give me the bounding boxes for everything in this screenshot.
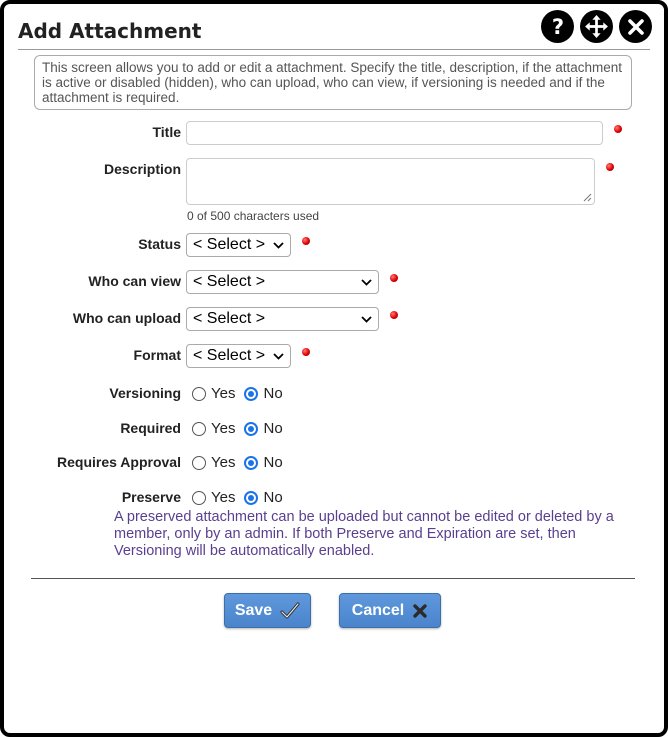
required-no-option[interactable] (244, 420, 282, 437)
required-no-radio[interactable] (244, 422, 258, 436)
versioning-yes-label: Yes (211, 385, 236, 402)
versioning-yes-radio[interactable] (192, 387, 206, 401)
preserve-yes-label: Yes (211, 489, 236, 506)
requires-approval-no-label: No (263, 454, 283, 471)
description-label: Description (103, 161, 181, 177)
who-can-view-label: Who can view (88, 273, 181, 289)
requires-approval-no-option[interactable] (244, 454, 282, 471)
requires-approval-row (4, 451, 664, 475)
title-icons (541, 10, 652, 43)
requires-approval-yes-option[interactable] (192, 454, 235, 471)
who-can-upload-select[interactable] (186, 307, 379, 331)
preserve-label: Preserve (121, 489, 181, 505)
save-button[interactable] (224, 593, 311, 628)
required-marker-icon (302, 348, 310, 356)
requires-approval-label: Requires Approval (57, 454, 181, 470)
help-icon[interactable] (541, 10, 574, 43)
required-yes-radio[interactable] (192, 422, 206, 436)
chevron-down-icon (361, 316, 372, 323)
divider (31, 578, 635, 579)
description-row (4, 158, 664, 222)
status-select[interactable] (186, 233, 291, 257)
who-can-view-select[interactable] (186, 270, 379, 294)
format-select[interactable] (186, 344, 291, 368)
title-row (4, 121, 664, 145)
status-label: Status (138, 236, 181, 252)
svg-text:?: ? (551, 15, 564, 38)
cancel-button[interactable] (339, 593, 441, 628)
versioning-no-radio[interactable] (244, 387, 258, 401)
chevron-down-icon (361, 279, 372, 286)
cancel-button-label: Cancel (351, 601, 405, 619)
title-input[interactable] (186, 121, 603, 145)
chevron-down-icon (273, 242, 284, 249)
preserve-yes-radio[interactable] (192, 491, 206, 505)
description-textarea[interactable] (186, 158, 595, 205)
required-radio-group (192, 420, 292, 437)
format-selected-value: < Select > (193, 347, 266, 364)
who-can-upload-label: Who can upload (72, 310, 181, 326)
who-can-upload-selected-value: < Select > (193, 310, 266, 327)
preserve-help-note: A preserved attachment can be uploaded but cannot be edited or deleted by a member, only by an admin. If both Preserve and Expiration are set, then Versioning will be automatically enabled. (114, 509, 614, 559)
preserve-no-radio[interactable] (244, 491, 258, 505)
help-description: This screen allows you to add or edit a attachment. Specify the title, description, if the attachment is active or disabled (hidden), who can upload, who can view, if versioning is needed and if the attachment is required. (34, 55, 632, 110)
dialog-title-bar (18, 16, 650, 50)
required-no-label: No (263, 420, 283, 437)
requires-approval-yes-radio[interactable] (192, 456, 206, 470)
title-label: Title (152, 124, 181, 140)
format-row (4, 344, 664, 368)
required-yes-option[interactable] (192, 420, 235, 437)
versioning-yes-option[interactable] (192, 385, 235, 402)
preserve-row (4, 486, 664, 510)
dialog-title: Add Attachment (18, 19, 202, 43)
preserve-radio-group (192, 489, 292, 506)
versioning-row (4, 382, 664, 406)
who-can-upload-row (4, 307, 664, 331)
versioning-label: Versioning (109, 385, 181, 401)
preserve-yes-option[interactable] (192, 489, 235, 506)
required-marker-icon (390, 311, 398, 319)
status-row (4, 233, 664, 257)
required-marker-icon (302, 237, 310, 245)
required-label: Required (120, 420, 181, 436)
requires-approval-no-radio[interactable] (244, 456, 258, 470)
save-button-label: Save (234, 601, 273, 619)
format-label: Format (133, 347, 181, 363)
requires-approval-yes-label: Yes (211, 454, 236, 471)
chevron-down-icon (273, 353, 284, 360)
status-selected-value: < Select > (193, 236, 266, 253)
requires-approval-radio-group (192, 454, 292, 471)
checkmark-icon (280, 602, 300, 620)
versioning-no-option[interactable] (244, 385, 282, 402)
versioning-no-label: No (263, 385, 283, 402)
preserve-no-option[interactable] (244, 489, 282, 506)
description-char-counter: 0 of 500 characters used (187, 209, 320, 223)
required-yes-label: Yes (211, 420, 236, 437)
required-marker-icon (614, 125, 622, 133)
move-icon[interactable] (580, 10, 613, 43)
required-marker-icon (390, 274, 398, 282)
close-icon[interactable] (619, 10, 652, 43)
versioning-radio-group (192, 385, 292, 402)
preserve-no-label: No (263, 489, 283, 506)
resize-grip-icon[interactable] (583, 193, 592, 202)
required-marker-icon (606, 163, 614, 171)
who-can-view-selected-value: < Select > (193, 273, 266, 290)
required-row (4, 417, 664, 441)
x-icon (412, 603, 428, 619)
who-can-view-row (4, 270, 664, 294)
